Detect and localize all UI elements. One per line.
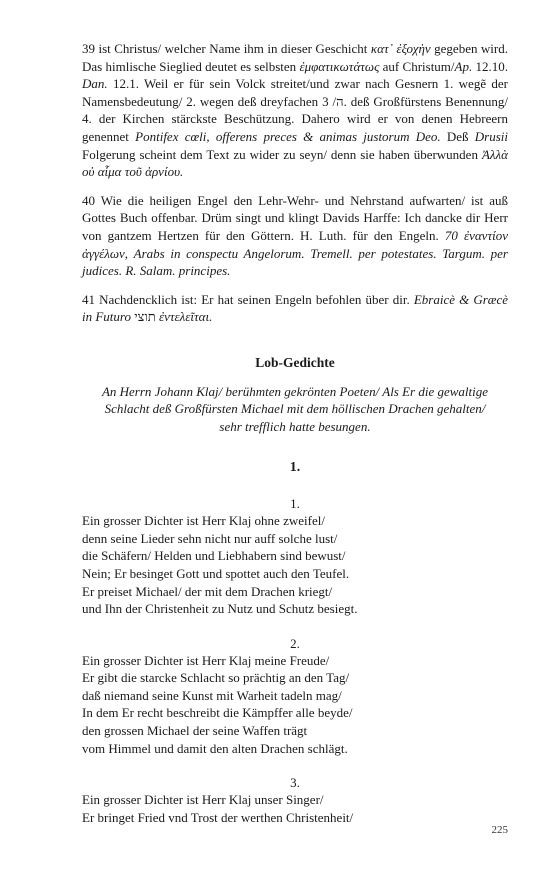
note-text-segment: Pontifex cœli, offerens preces & animas justorum Deo. [135,128,441,144]
verse-line: daß niemand seine Kunst mit Warheit tadeln mag/ [82,687,342,703]
stanza [82,495,508,618]
note-text-segment: auf Christum/ [379,58,455,74]
section-heading: Lob-Gedichte [255,354,335,370]
note-text-segment: κατ᾽ ἐξοχὴν [370,41,431,56]
verse-line: Ein grosser Dichter ist Herr Klaj meine Freude/ [82,652,330,668]
note-text-segment: Ἀλλὰ οὐ αἷμα τοῦ ἀρνίου. [82,146,508,180]
verse-line: Er bringet Fried vnd Trost der werthen Christenheit/ [82,809,354,825]
poem-stanzas [82,495,508,826]
note-text-segment: 39 ist Christus/ welcher Name ihm in dieser Geschicht [82,41,371,56]
verse-line: Nein; Er besinget Gott und spottet auch den Teufel. [82,565,350,581]
note-text-segment: gegeben wird. Das himlische Sieglied deutet es selbsten [82,41,509,74]
note-text-segment: 41 Nachdencklich ist: Er hat seinen Engeln befohlen über dir. [82,291,414,307]
dedication-text: An Herrn Johann Klaj/ berühmten gekrönten Poeten/ Als Er die gewaltige Schlacht deß Großfürsten Michael mit dem höllischen Drachen gehalten/ sehr trefflich hatte besungen. [101,383,489,434]
verse-line: Er gibt die starcke Schlacht so prächtig an den Tag/ [82,670,350,686]
note-text-segment: ἐντελεῖται. [158,309,213,325]
note-text-segment: 70 ἐναντίον ἀγγέλων, Arabs in conspectu Angelorum. Tremell. per potestates. Targum. per judices. R. Salam. principes. [82,227,508,279]
poem-number: 1. [289,460,301,476]
note-39 [82,40,508,181]
note-40 [82,192,508,280]
verse-line: Er preiset Michael/ der mit dem Drachen kriegt/ [82,583,333,599]
verse-line: Ein grosser Dichter ist Herr Klaj ohne zweifel/ [82,513,325,529]
note-text-segment: Drusii [474,128,508,144]
note-text-segment: 12.1. Weil er für sein Volck streitet/und zwar nach Gesnern 1. wegẽ der Namensbedeutung/ 2. wegen deß dreyfachen ה/ 3. deß Großfürstens Benennung/ 4. der Kirchen stärckste Beschützung. Dahero wird er von denen Hebreern genennet [82,76,509,144]
page-body [82,40,508,826]
verse-line: die Schäfern/ Helden und Liebhabern sind bewust/ [82,548,346,564]
verse-line: Ein grosser Dichter ist Herr Klaj unser Singer/ [82,792,324,808]
stanza-number: 2. [290,635,300,651]
verse-line: vom Himmel und damit den alten Drachen schlägt. [82,740,348,756]
page-number: 225 [491,824,508,836]
note-text-segment: 12.10. [472,58,509,74]
note-text-segment: Deß [440,128,475,144]
stanza [82,774,508,826]
note-text-segment: 40 Wie die heiligen Engel den Lehr-Wehr- und Nehrstand aufwarten/ ist auß Gottes Buch offenbar. Drüm singt und klingt Davids Harffe: Ich dancke dir Herr von gantzem Hertzen für den Göttern. H. Luth. für den Engeln. [82,192,508,243]
commentary-notes [82,40,508,326]
verse-line: und Ihn der Christenheit zu Nutz und Schutz besiegt. [82,601,358,617]
note-text-segment: ἐμφατικωτάτως [299,58,380,74]
verse-line: In dem Er recht beschreibt die Kämpffer alle beyde/ [82,705,353,721]
note-text-segment: Ebraicè & Græcè in Futuro [82,291,508,325]
verse-line: denn seine Lieder sehn nicht nur auff solche lust/ [82,530,338,546]
verse-line: den grossen Michael der seine Waffen trägt [82,723,308,739]
note-41 [82,291,508,326]
stanza-number: 3. [290,775,300,791]
note-text-segment: תוצי [131,309,159,325]
note-text-segment: Ap. [454,58,473,74]
stanza-number: 1. [290,496,300,512]
note-text-segment: Dan. [82,76,108,92]
note-text-segment: Folgerung scheint dem Text zu wider zu seyn/ denn sie haben überwunden [82,146,482,162]
stanza [82,635,508,758]
